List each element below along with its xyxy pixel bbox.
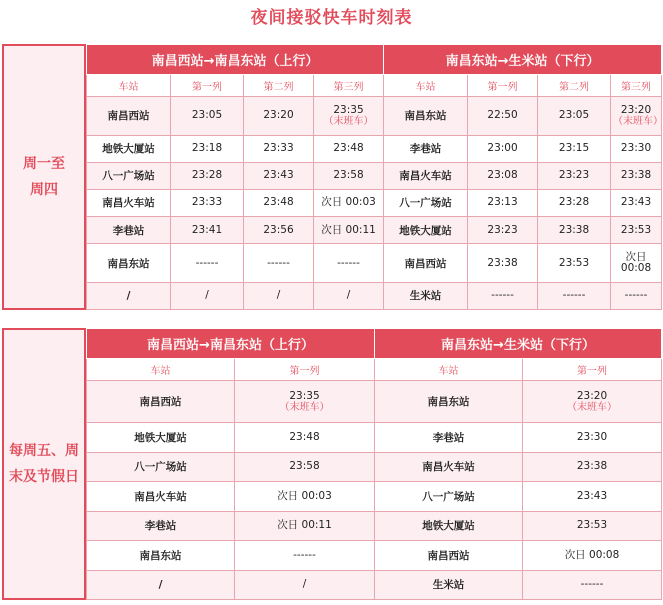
down-train-3-time xyxy=(611,162,662,189)
up-station-name: 南昌东站 xyxy=(87,541,235,570)
up-direction-header: 南昌西站→南昌东站（上行） xyxy=(87,45,384,75)
up-train-1-time xyxy=(235,423,375,452)
time-value: 23:43 xyxy=(263,169,294,182)
up-station-name: 八一广场站 xyxy=(87,162,171,189)
time-value: 23:35 xyxy=(333,103,364,116)
down-train-1-time xyxy=(523,511,662,540)
down-train-2-time xyxy=(538,217,611,244)
down-station-name: 地铁大厦站 xyxy=(375,511,523,540)
up-train-3-time xyxy=(314,189,384,216)
up-station-name: 地铁大厦站 xyxy=(87,423,235,452)
down-train-3-time xyxy=(611,217,662,244)
col-station: 车站 xyxy=(375,359,523,381)
down-station-name: 八一广场站 xyxy=(384,189,468,216)
up-train-3-time xyxy=(314,282,384,309)
time-value: 23:30 xyxy=(620,142,652,155)
time-value: 23:30 xyxy=(576,431,608,444)
table-row xyxy=(87,244,662,283)
time-value: ------ xyxy=(337,256,360,269)
down-station-name: 李巷站 xyxy=(375,423,523,452)
weekday-table xyxy=(86,44,662,310)
time-value: 23:43 xyxy=(620,196,652,209)
time-value: 次日 00:03 xyxy=(321,196,376,209)
table-row xyxy=(87,423,662,452)
time-value: 23:33 xyxy=(263,142,294,155)
down-train-3-time xyxy=(611,189,662,216)
col-train-2: 第二列 xyxy=(538,75,611,97)
time-value: 23:20 xyxy=(263,109,294,122)
time-value: ------ xyxy=(624,289,648,302)
time-value: ------ xyxy=(580,578,604,591)
col-train-1: 第一列 xyxy=(171,75,244,97)
last-train-note: （末班车） xyxy=(567,401,617,413)
up-station-name: 李巷站 xyxy=(87,217,171,244)
up-direction-header: 南昌西站→南昌东站（上行） xyxy=(87,329,375,359)
down-train-3-time xyxy=(611,282,662,309)
up-train-1-time xyxy=(235,482,375,511)
down-station-name: 生米站 xyxy=(375,570,523,600)
up-station-name: 南昌火车站 xyxy=(87,482,235,511)
weekend-table-body xyxy=(87,359,662,600)
up-train-3-time xyxy=(314,162,384,189)
last-train-note: （末班车） xyxy=(613,115,663,127)
time-value: 23:41 xyxy=(191,223,223,236)
up-station-name: / xyxy=(87,282,171,309)
down-station-name: 南昌火车站 xyxy=(375,452,523,481)
up-train-2-time xyxy=(244,97,314,136)
table-row xyxy=(87,482,662,511)
up-train-1-time xyxy=(171,244,244,283)
down-train-3-time xyxy=(611,244,662,283)
up-train-2-time xyxy=(244,135,314,162)
time-value: 次日 00:11 xyxy=(277,519,332,532)
down-direction-header: 南昌东站→生米站（下行） xyxy=(384,45,662,75)
time-value: 23:35 xyxy=(289,389,320,402)
up-station-name: 南昌火车站 xyxy=(87,189,171,216)
time-value: 23:38 xyxy=(487,256,518,269)
col-station: 车站 xyxy=(87,75,171,97)
time-value: 次日 00:08 xyxy=(620,251,652,274)
down-station-name: 南昌东站 xyxy=(384,97,468,136)
time-value: 23:20 xyxy=(620,103,652,116)
up-train-2-time xyxy=(244,282,314,309)
down-train-1-time xyxy=(468,97,538,136)
up-train-1-time xyxy=(171,217,244,244)
time-value: 23:48 xyxy=(289,431,320,444)
up-station-name: / xyxy=(87,570,235,600)
time-value: ------ xyxy=(562,289,586,302)
time-value: 次日 00:03 xyxy=(277,489,332,502)
time-value: 23:53 xyxy=(558,256,590,269)
up-train-1-time xyxy=(171,189,244,216)
down-direction-header: 南昌东站→生米站（下行） xyxy=(375,329,662,359)
time-value: 23:33 xyxy=(191,196,223,209)
down-station-name: 八一广场站 xyxy=(375,482,523,511)
down-train-2-time xyxy=(538,244,611,283)
up-train-1-time xyxy=(171,97,244,136)
time-value: 23:23 xyxy=(558,169,590,182)
up-station-name: 地铁大厦站 xyxy=(87,135,171,162)
down-train-2-time xyxy=(538,162,611,189)
time-value: 23:58 xyxy=(333,169,364,182)
up-train-3-time xyxy=(314,97,384,136)
table-row xyxy=(87,135,662,162)
table-row xyxy=(87,452,662,481)
down-train-1-time xyxy=(523,570,662,600)
down-train-1-time xyxy=(523,452,662,481)
time-value: ------ xyxy=(293,548,316,561)
up-train-3-time xyxy=(314,217,384,244)
table-row xyxy=(87,97,662,136)
col-station: 车站 xyxy=(384,75,468,97)
time-value: 23:28 xyxy=(191,169,223,182)
time-value: / xyxy=(346,289,351,302)
down-train-1-time xyxy=(468,189,538,216)
down-station-name: 地铁大厦站 xyxy=(384,217,468,244)
time-value: / xyxy=(276,289,281,302)
down-train-1-time xyxy=(468,162,538,189)
up-train-2-time xyxy=(244,217,314,244)
up-train-1-time xyxy=(235,381,375,423)
down-train-1-time xyxy=(468,282,538,309)
down-train-3-time xyxy=(611,97,662,136)
time-value: 次日 00:11 xyxy=(321,223,376,236)
down-train-2-time xyxy=(538,189,611,216)
down-train-1-time xyxy=(468,244,538,283)
column-header-row xyxy=(87,359,662,381)
down-station-name: 南昌火车站 xyxy=(384,162,468,189)
time-value: 23:05 xyxy=(558,109,590,122)
up-train-1-time xyxy=(171,162,244,189)
time-value: 23:38 xyxy=(558,223,590,236)
time-value: 23:38 xyxy=(576,460,608,473)
up-train-3-time xyxy=(314,244,384,283)
period-label-weekday xyxy=(2,44,86,310)
time-value: 23:08 xyxy=(487,169,518,182)
down-train-2-time xyxy=(538,135,611,162)
up-train-1-time xyxy=(171,135,244,162)
up-train-2-time xyxy=(244,162,314,189)
down-train-1-time xyxy=(523,541,662,570)
last-train-note: （末班车） xyxy=(279,401,330,413)
time-value: 23:56 xyxy=(263,223,294,236)
time-value: 23:20 xyxy=(576,389,608,402)
time-value: 23:48 xyxy=(263,196,294,209)
time-value: 23:13 xyxy=(487,196,518,209)
time-value: 次日 00:08 xyxy=(564,548,620,561)
down-train-1-time xyxy=(523,482,662,511)
down-station-name: 南昌西站 xyxy=(375,541,523,570)
col-station: 车站 xyxy=(87,359,235,381)
time-value: 23:28 xyxy=(558,196,590,209)
up-train-3-time xyxy=(314,135,384,162)
time-value: 23:23 xyxy=(487,223,518,236)
time-value: 23:53 xyxy=(620,223,652,236)
down-train-2-time xyxy=(538,97,611,136)
time-value: / xyxy=(302,578,307,591)
up-train-1-time xyxy=(235,570,375,600)
table-row xyxy=(87,511,662,540)
col-train-3: 第三列 xyxy=(611,75,662,97)
up-train-1-time xyxy=(235,452,375,481)
col-train-1: 第一列 xyxy=(235,359,375,381)
up-station-name: 南昌东站 xyxy=(87,244,171,283)
up-train-1-time xyxy=(235,511,375,540)
time-value: 23:18 xyxy=(191,142,223,155)
period-label-weekend xyxy=(2,328,86,600)
table-row xyxy=(87,541,662,570)
time-value: 22:50 xyxy=(487,109,518,122)
period-line-2: 末及节假日 xyxy=(9,469,79,485)
down-train-1-time xyxy=(523,423,662,452)
time-value: 23:53 xyxy=(576,519,608,532)
col-train-2: 第二列 xyxy=(244,75,314,97)
period-line-1: 每周五、周 xyxy=(9,443,79,459)
down-station-name: 生米站 xyxy=(384,282,468,309)
down-train-3-time xyxy=(611,135,662,162)
period-line-2: 周四 xyxy=(30,182,58,198)
up-station-name: 李巷站 xyxy=(87,511,235,540)
time-value: 23:43 xyxy=(576,489,608,502)
up-station-name: 南昌西站 xyxy=(87,381,235,423)
up-station-name: 八一广场站 xyxy=(87,452,235,481)
col-train-1: 第一列 xyxy=(523,359,662,381)
weekday-table-body xyxy=(87,75,662,310)
up-train-2-time xyxy=(244,189,314,216)
time-value: ------ xyxy=(267,256,290,269)
weekend-table xyxy=(86,328,662,600)
col-train-1: 第一列 xyxy=(468,75,538,97)
last-train-note: （末班车） xyxy=(323,115,374,127)
time-value: 23:48 xyxy=(333,142,364,155)
column-header-row xyxy=(87,75,662,97)
down-station-name: 南昌东站 xyxy=(375,381,523,423)
down-train-2-time xyxy=(538,282,611,309)
table-row xyxy=(87,282,662,309)
time-value: 23:00 xyxy=(487,142,518,155)
time-value: / xyxy=(205,289,209,302)
table-row xyxy=(87,570,662,600)
weekday-timetable xyxy=(2,44,661,310)
table-row xyxy=(87,217,662,244)
weekend-timetable xyxy=(2,328,661,600)
time-value: 23:15 xyxy=(558,142,590,155)
up-train-1-time xyxy=(235,541,375,570)
time-value: 23:05 xyxy=(191,109,223,122)
down-station-name: 李巷站 xyxy=(384,135,468,162)
down-train-1-time xyxy=(468,217,538,244)
time-value: ------ xyxy=(195,256,219,269)
down-station-name: 南昌西站 xyxy=(384,244,468,283)
up-train-1-time xyxy=(171,282,244,309)
col-train-3: 第三列 xyxy=(314,75,384,97)
up-station-name: 南昌西站 xyxy=(87,97,171,136)
time-value: 23:38 xyxy=(620,169,652,182)
up-train-2-time xyxy=(244,244,314,283)
down-train-1-time xyxy=(523,381,662,423)
time-value: 23:58 xyxy=(289,460,320,473)
table-row xyxy=(87,381,662,423)
table-row xyxy=(87,189,662,216)
table-row xyxy=(87,162,662,189)
time-value: ------ xyxy=(491,289,514,302)
page-title: 夜间接驳快车时刻表 xyxy=(250,8,413,28)
down-train-1-time xyxy=(468,135,538,162)
period-line-1: 周一至 xyxy=(23,156,65,172)
